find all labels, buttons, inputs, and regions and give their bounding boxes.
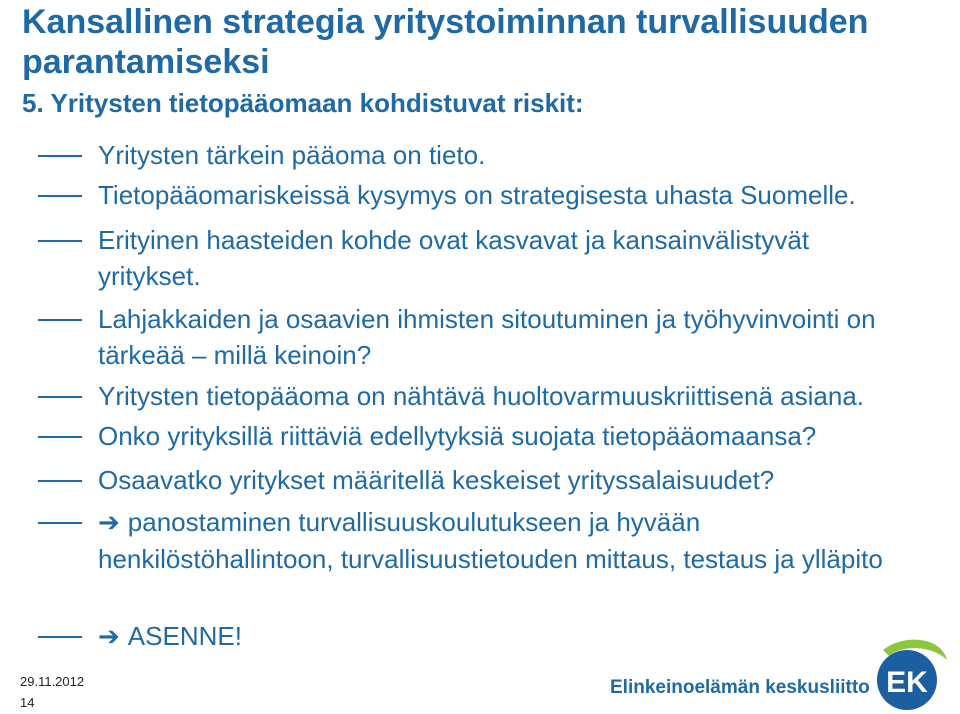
dash-icon	[38, 636, 82, 638]
bullet-text	[98, 618, 956, 655]
bullet-text: Onko yrityksillä riittäviä edellytyksiä suojata tietopääomaansa?	[98, 421, 817, 451]
dash-icon	[38, 195, 82, 197]
bullet-text: Lahjakkaiden ja osaavien ihmisten sitoutuminen ja työhyvinvointi on tärkeää – millä keinoin?	[98, 304, 876, 370]
footer-date: 29.11.2012	[20, 674, 85, 689]
bullet-text-content: panostaminen turvallisuuskoulutukseen ja hyvään henkilöstöhallintoon, turvallisuustietouden mittaus, testaus ja ylläpito	[98, 507, 883, 574]
bullet-text: Erityinen haasteiden kohde ovat kasvavat ja kansainvälistyvät yritykset.	[98, 225, 810, 291]
slide-subtitle: 5. Yritysten tietopääomaan kohdistuvat riskit:	[22, 88, 584, 118]
dash-icon	[38, 240, 82, 242]
bullet-text: Yritysten tietopääoma on nähtävä huoltovarmuuskriittisenä asiana.	[98, 381, 864, 411]
right-arrow-icon: ➔	[98, 622, 120, 652]
page-number: 14	[20, 695, 35, 710]
bullet-text: Yritysten tärkein pääoma on tieto.	[98, 140, 486, 170]
dash-icon	[38, 396, 82, 398]
bullet-text: Osaavatko yritykset määritellä keskeiset yrityssalaisuudet?	[98, 465, 775, 495]
dash-icon	[38, 522, 82, 524]
bullet-text	[98, 504, 928, 577]
dash-icon	[38, 436, 82, 438]
dash-icon	[38, 155, 82, 157]
dash-icon	[38, 480, 82, 482]
bullet-text: Tietopääomariskeissä kysymys on strategisesta uhasta Suomelle.	[98, 180, 856, 210]
right-arrow-icon: ➔	[98, 508, 120, 538]
logo-text: EK	[886, 666, 928, 699]
dash-icon	[38, 319, 82, 321]
organization-name: Elinkeinoelämän keskusliitto	[610, 677, 870, 698]
slide-title: Kansallinen strategia yritystoiminnan turvallisuuden parantamiseksi	[22, 3, 869, 81]
ek-logo-icon	[863, 632, 953, 714]
bullet-text-content: ASENNE!	[127, 621, 242, 651]
